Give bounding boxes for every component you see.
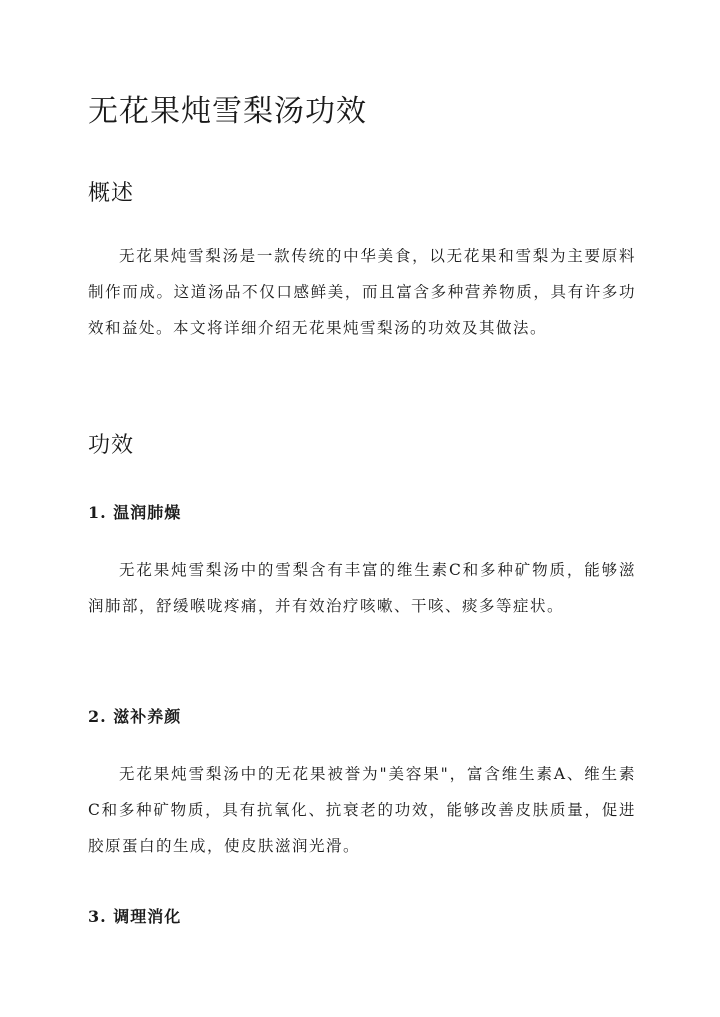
overview-paragraph: 无花果炖雪梨汤是一款传统的中华美食，以无花果和雪梨为主要原料制作而成。这道汤品不仅口感鲜美，而且富含多种营养物质，具有许多功效和益处。本文将详细介绍无花果炖雪梨汤的功效及其做法。 — [88, 247, 636, 337]
effect-heading-2: 2. 滋补养颜 — [88, 707, 182, 726]
effect-heading-1: 1. 温润肺燥 — [88, 503, 182, 522]
effect-heading-3: 3. 调理消化 — [88, 907, 182, 926]
section-heading-effects: 功效 — [88, 433, 135, 458]
section-heading-overview: 概述 — [88, 181, 135, 206]
effect-paragraph-2: 无花果炖雪梨汤中的无花果被誉为"美容果"，富含维生素A、维生素C和多种矿物质，具有抗氧化、抗衰老的功效，能够改善皮肤质量，促进胶原蛋白的生成，使皮肤滋润光滑。 — [88, 765, 636, 855]
effect-paragraph-1: 无花果炖雪梨汤中的雪梨含有丰富的维生素C和多种矿物质，能够滋润肺部，舒缓喉咙疼痛，并有效治疗咳嗽、干咳、痰多等症状。 — [88, 561, 636, 615]
page-title: 无花果炖雪梨汤功效 — [88, 94, 367, 129]
